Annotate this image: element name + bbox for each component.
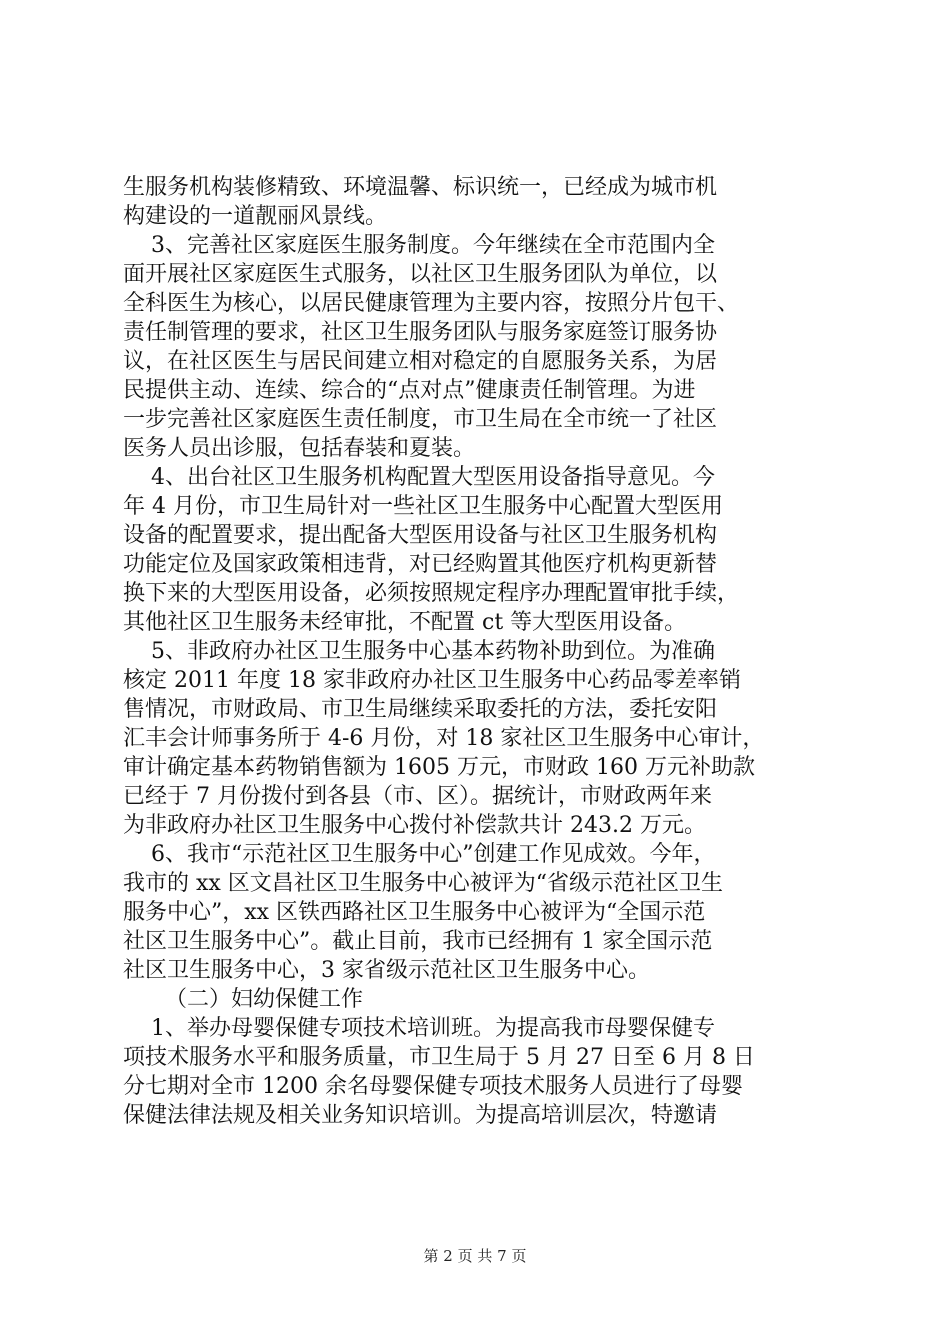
text-line: 5、非政府办社区卫生服务中心基本药物补助到位。为准确 — [123, 639, 715, 664]
text-line: 民提供主动、连续、综合的“点对点”健康责任制管理。为进 — [123, 378, 696, 403]
text-line: 1、举办母婴保健专项技术培训班。为提高我市母婴保健专 — [123, 1016, 715, 1041]
text-line: 议，在社区医生与居民间建立相对稳定的自愿服务关系，为居 — [123, 349, 718, 374]
text-line: （二）妇幼保健工作 — [123, 987, 363, 1012]
text-line: 责任制管理的要求，社区卫生服务团队与服务家庭签订服务协 — [123, 320, 718, 345]
text-line: 设备的配置要求，提出配备大型医用设备与社区卫生服务机构 — [123, 523, 718, 548]
text-line: 功能定位及国家政策相违背，对已经购置其他医疗机构更新替 — [123, 552, 718, 577]
text-line: 换下来的大型医用设备，必须按照规定程序办理配置审批手续， — [123, 581, 740, 606]
text-line: 已经于 7 月份拨付到各县（市、区）。据统计，市财政两年来 — [123, 784, 712, 809]
text-line: 服务中心”，xx 区铁西路社区卫生服务中心被评为“全国示范 — [123, 900, 706, 925]
text-line: 6、我市“示范社区卫生服务中心”创建工作见成效。今年， — [123, 842, 716, 867]
text-line: 核定 2011 年度 18 家非政府办社区卫生服务中心药品零差率销 — [123, 668, 741, 693]
page-footer: 第 2 页 共 7 页 — [423, 1247, 527, 1265]
text-line: 全科医生为核心，以居民健康管理为主要内容，按照分片包干、 — [123, 291, 740, 316]
text-line: 保健法律法规及相关业务知识培训。为提高培训层次，特邀请 — [123, 1103, 718, 1128]
text-line: 社区卫生服务中心”。截止目前，我市已经拥有 1 家全国示范 — [123, 929, 713, 954]
text-line: 3、完善社区家庭医生服务制度。今年继续在全市范围内全 — [123, 233, 715, 258]
text-line: 分七期对全市 1200 余名母婴保健专项技术服务人员进行了母婴 — [123, 1074, 743, 1099]
text-line: 4、出台社区卫生服务机构配置大型医用设备指导意见。今 — [123, 465, 715, 490]
text-line: 审计确定基本药物销售额为 1605 万元，市财政 160 万元补助款 — [123, 755, 755, 780]
text-line: 面开展社区家庭医生式服务，以社区卫生服务团队为单位，以 — [123, 262, 718, 287]
text-line: 医务人员出诊服，包括春装和夏装。 — [123, 436, 476, 461]
text-line: 构建设的一道靓丽风景线。 — [123, 204, 388, 229]
text-line: 社区卫生服务中心，3 家省级示范社区卫生服务中心。 — [123, 958, 650, 983]
text-line: 项技术服务水平和服务质量，市卫生局于 5 月 27 日至 6 月 8 日 — [123, 1045, 755, 1070]
text-line: 我市的 xx 区文昌社区卫生服务中心被评为“省级示范社区卫生 — [123, 871, 724, 896]
text-line: 年 4 月份，市卫生局针对一些社区卫生服务中心配置大型医用 — [123, 494, 723, 519]
text-line: 其他社区卫生服务未经审批，不配置 ct 等大型医用设备。 — [123, 610, 687, 635]
document-body — [123, 173, 829, 1130]
text-line: 售情况，市财政局、市卫生局继续采取委托的方法，委托安阳 — [123, 697, 718, 722]
text-line: 生服务机构装修精致、环境温馨、标识统一，已经成为城市机 — [123, 175, 718, 200]
text-line: 为非政府办社区卫生服务中心拨付补偿款共计 243.2 万元。 — [123, 813, 706, 838]
text-line: 汇丰会计师事务所于 4-6 月份，对 18 家社区卫生服务中心审计， — [123, 726, 765, 751]
text-line: 一步完善社区家庭医生责任制度，市卫生局在全市统一了社区 — [123, 407, 718, 432]
